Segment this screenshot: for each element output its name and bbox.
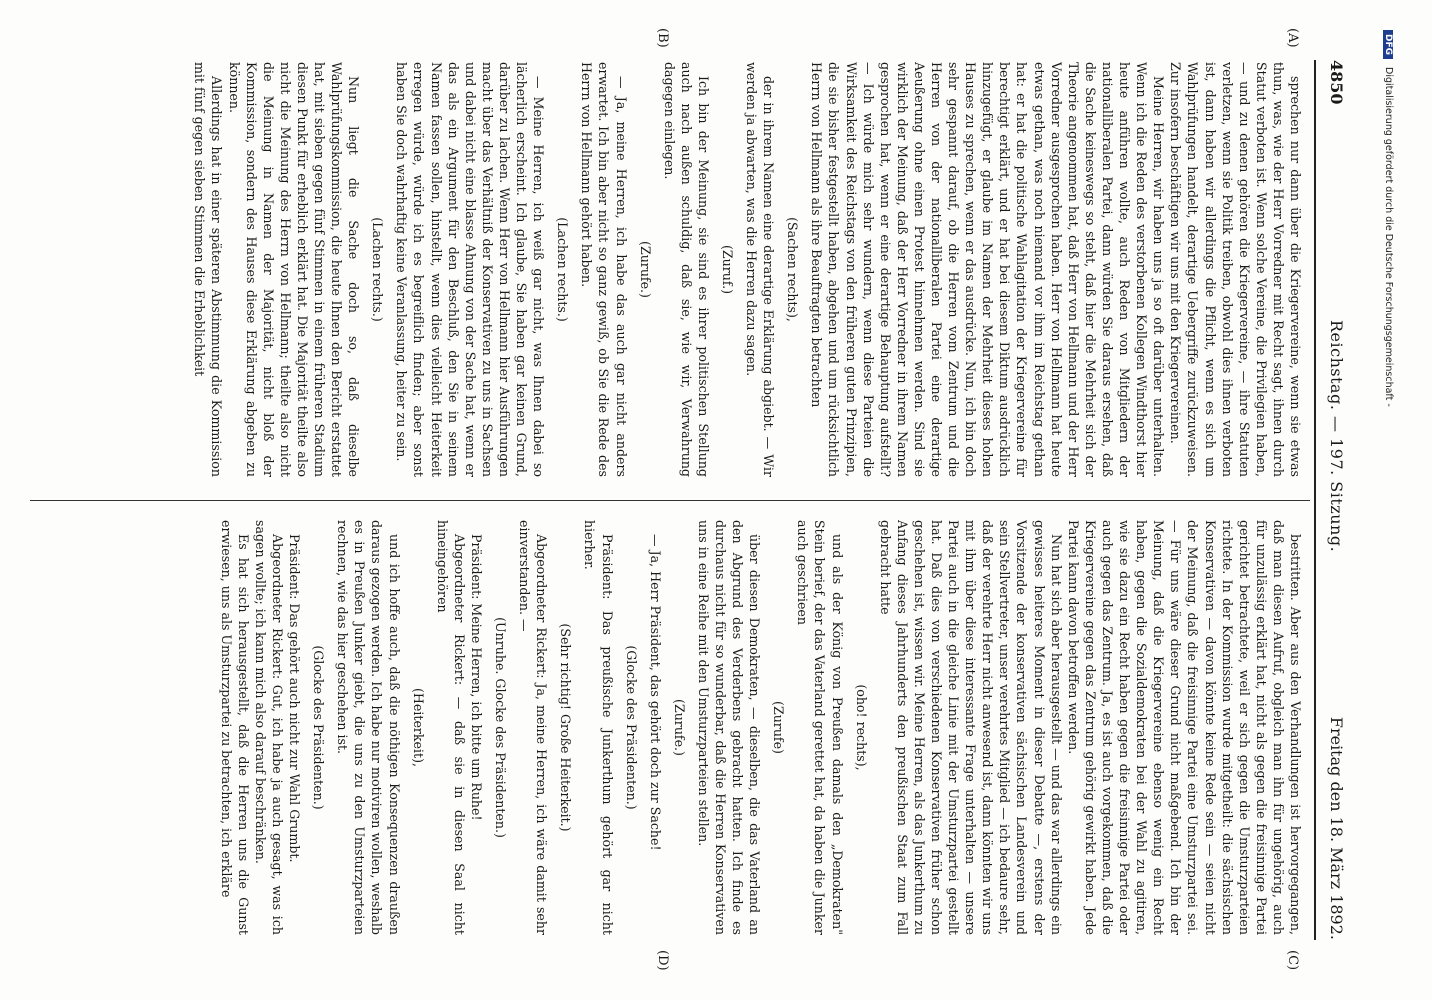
paragraph: der in ihrem Namen eine derartige Erklärung abgiebt. — Wir werden ja abwarten, was die Herren dazu sagen. — [744, 62, 777, 477]
paragraph: Abgeordneter Rickert: Gut, ich habe ja auch gesagt, was ich sagen wollte; ich kann mich also darauf beschränken. — [252, 520, 286, 935]
running-title: Reichstag. — 197. Sitzung. — [1327, 320, 1346, 553]
stage-direction: (Glocke des Präsidenten.) — [623, 645, 639, 810]
header-rule — [1314, 60, 1316, 940]
paragraph: Meine Herren, wir haben uns ja so oft darüber unterhalten. Wenn ich die Reden des verstorbenen Kollegen Windthorst hier heute anführen wollte, auch Reden von Mitgliedern der nationalliberalen Partei, dann würden Sie daraus ersehen, daß die Sache keineswegs so steht, daß hier die Mehrheit sich der Theorie angenommen hat, daß Herr von Hellmann und der Herr Vorredner ausgesprochen haben. Herr von Hellmann hat heute etwas gethan, was noch niemand vor ihm im Reichstag gethan hat: er hat die politische Wahlagitation der Kriegervereine für berechtigt erklärt, und er hat bei diesem Diktum ausdrücklich hinzugefügt, er glaube im Namen der Mehrheit dieses hohen Hauses zu sprechen, wenn er das ausdrücke. Nun, ich bin doch sehr gespannt darauf, ob die Herren vom Zentrum und die Herren von der nationalliberalen Partei eine derartige Aeußerung ohne einen Protest hinnehmen werden. Sind sie wirklich der Meinung, daß der Herr Vorredner in ihrem Namen gesprochen hat, wenn er eine derartige Behauptung aufstellt? — Ich würde mich sehr wundern, wenn diese Parteien die Wirksamkeit des Reichstags von den früheren guten Prinzipien, die sie bisher festgestellt haben, abgehen und um rücksichtlich Herrn von Hellmann als ihre Beauftragten betrachten — [809, 62, 1167, 477]
digitization-footer — [1374, 30, 1394, 930]
paragraph: Präsident: Das gehört auch nicht zur Wahl Grumbt. — [287, 534, 303, 863]
paragraph: Allerdings hat in einer späteren Abstimmung die Kommission mit fünf gegen sieben Stimmen die Erheblichkeit — [192, 62, 225, 477]
stage-direction: (Sehr richtig! Große Heiterkeit.) — [558, 623, 574, 832]
stage-direction: (Zurufe) — [771, 701, 787, 754]
page-number: 4850 — [1327, 60, 1346, 105]
paragraph: Abgeordneter Rickert: — daß sie in diesen Saal nicht hineingehören — [434, 520, 467, 935]
paragraph: Ich bin der Meinung, sie sind es ihrer politischen Stellung auch nach außen schuldig, daß sie, wie wir, Verwahrung dagegen einlegen. — [661, 62, 711, 477]
stage-direction: (oho! rechts), — [853, 684, 869, 771]
paragraph: — Ja, meine Herren, ich habe das auch gar nicht anders erwartet. Ich bin aber nicht so ganz gewiß, ob Sie die Rede des Herrn von Hellmann gehört haben. — [579, 62, 629, 477]
stage-direction: (Zuruf.) — [720, 244, 735, 295]
column-divider — [30, 500, 1310, 501]
paragraph: Präsident: Meine Herren, ich bitte um Ruhe! — [468, 534, 484, 821]
stage-direction: (Zurufe.) — [671, 699, 687, 756]
dfg-logo: DFG — [1383, 30, 1393, 59]
page-header — [1312, 60, 1352, 940]
paragraph: — Ja, Herr Präsident, das gehört doch zur Sache! — [647, 534, 663, 851]
stage-direction: (Sachen rechts), — [785, 217, 801, 322]
paragraph: Abgeordneter Rickert: Ja, meine Herren, ich wäre damit sehr einverstanden. — — [517, 520, 550, 935]
session-date: Freitag den 18. März 1892. — [1327, 716, 1346, 940]
margin-marker-d: (D) — [655, 950, 670, 971]
stage-direction: (Unruhe. Glocke des Präsidenten.) — [493, 617, 509, 838]
paragraph: sprechen nur dann über die Kriegervereine, wenn sie etwas thun, was, wie der Herr Vorredner mit Recht sagt, ihnen durch Statut verboten ist. Wenn solche Vereine, die Privilegien haben, — und zu denen gehören die Kriegervereine, — ihre Statuten verletzen, wenn sie Politik treiben, obwohl dies ihnen verboten ist, dann haben wir allerdings die Pflicht, wenn es sich um Wahlprüfungen handelt, derartige Uebergriffe zurückzuweisen. Zur insofern beschäftigen wir uns mit den Kriegervereinen. — [1168, 62, 1303, 477]
paragraph: über diesen Demokraten, — dieselben, die das Vaterland an den Abgrund des Verderbens gebracht hatten. Ich finde es durchaus nicht für so wunderbar, daß die Herren Konservativen uns in eine Reihe mit den Umsturzparteien stellen. — [695, 520, 763, 935]
left-text-column — [24, 62, 1304, 477]
paragraph: Es hat sich herausgestellt, daß die Herren uns die Gunst erwiesen, uns als Umsturzpartei zu betrachten, ich erkläre — [218, 520, 251, 935]
paragraph: bestritten. Aber aus den Verhandlungen ist hervorgegangen, daß man diesen Aufruf, obgleich man ihn für ungehörig, auch für unzulässig erklärt hat, nicht als gegen die freisinnige Partei gerichtet betrachtete, weil er sich gegen die Umsturzparteien richtete. In der Kommission wurde mitgetheilt: die sächsischen Konservativen — davon könnte keine Rede sein — seien nicht der Meinung, daß die freisinnige Partei eine Umsturzpartei sei. — Für uns wäre dieser Grund nicht maßgebend. Ich bin der Meinung, daß die Kriegervereine ebenso wenig ein Recht haben, gegen die Sozialdemokraten bei der Wahl zu agitiren, wie sie dazu ein Recht haben gegen die freisinnige Partei oder auch gegen das Zentrum. Ja, es ist auch vorgekommen, daß die Kriegervereine gegen das Zentrum gehörig gewirkt haben. Jede Partei kann davon betroffen werden. — [1065, 520, 1303, 935]
paragraph: — Meine Herren, ich weiß gar nicht, was Ihnen dabei so lächerlich erscheint. Ich glaube, Sie haben gar keinen Grund, darüber zu lachen. Wenn Herr von Hellmann hier Ausführungen macht über das Verhältniß der Konservativen zu uns in Sachsen und dabei nicht eine blasse Ahnung von der Sache hat, wenn er das als ein Argument für den Beschluß, den Sie in seinem Namen fassen sollen, hinstellt, wenn dies vielleicht Heiterkeit erregen würde, würde ich es begreiflich finden; aber sonst haben Sie doch wahrhaftig keine Veranlassung, heiter zu sein. — [394, 62, 547, 477]
stage-direction: (Zurufe.) — [637, 241, 653, 298]
paragraph: und ich hoffe auch, daß die nöthigen Konsequenzen draußen daraus gezogen werden. Ich habe nur motiviren wollen, weshalb es in Preußen Junker giebt, die uns zu den Umsturzparteien rechnen, wie das hier geschehen ist. — [335, 520, 402, 935]
paragraph: Nun hat sich aber herausgestellt — und das war allerdings ein gewisses heiteres Moment in dieser Debatte —, erstens der Vorsitzende der konservativen sächsischen Landesverein und sein Stellvertreter, unser verehrtes Mitglied — ich bedaure sehr, daß der verehrte Herr nicht anwesend ist, dann könnten wir uns mit ihm über diese interessante Frage unterhalten — unsere Partei auch in die gleiche Linie mit der Umsturzpartei gestellt hat. Daß dies von verschiedenen Konservativen früher schon geschehen ist, wissen wir. Meine Herren, als das Junkerthum zu Anfang dieses Jahrhunderts den preußischen Staat zum Fall gebracht hatte — [877, 520, 1064, 935]
stage-direction: (Lachen rechts.) — [370, 217, 386, 322]
paragraph: Nun liegt die Sache doch so, daß dieselbe Wahlprüfungskommission, die heute Ihnen den Bericht erstattet hat, mit sieben gegen fünf Stimmen in einem früheren Stadium diesen Punkt für erheblich erklärt hat. Die Majorität theilte also nicht die Meinung des Herrn von Hellmann; theilte also nicht die Meinung in Namen der Majorität, nicht bloß der Kommission, sondern des Hauses diese Erklärung abgeben zu können. — [226, 62, 362, 477]
stage-direction: (Glocke des Präsidenten.) — [311, 645, 327, 810]
stage-direction: (Lachen rechts.) — [555, 217, 571, 322]
paragraph: Präsident: Das preußische Junkerthum gehört gar nicht hierher. — [582, 520, 615, 935]
right-text-column — [24, 520, 1304, 935]
stage-direction: (Heiterkeit), — [410, 688, 426, 767]
paragraph: und als der König von Preußen damals den „Demokraten" Stein berief, der das Vaterland gerettet hat, da haben die Junker auch geschrieen — [795, 520, 845, 935]
margin-marker-b: (B) — [655, 28, 670, 48]
footer-credit: Digitalisierung gefördert durch die Deutsche Forschungsgemeinschaft - — [1383, 67, 1394, 407]
margin-marker-c: (C) — [1285, 950, 1300, 971]
margin-marker-a: (A) — [1285, 28, 1300, 48]
